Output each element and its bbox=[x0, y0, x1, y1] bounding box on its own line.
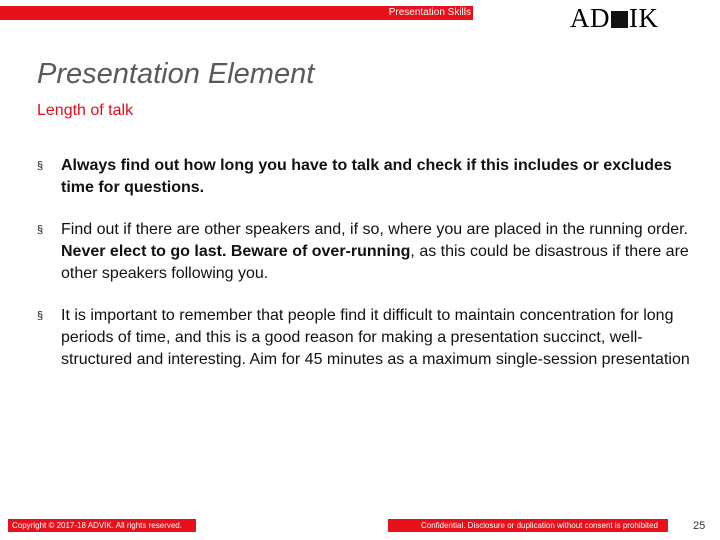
slide-subtitle: Length of talk bbox=[37, 102, 134, 119]
bullet-text-segment: , as this could be disastrous if there are other speakers following you. bbox=[61, 243, 689, 282]
bullet-marker-icon: § bbox=[37, 310, 44, 322]
logo-q-icon bbox=[611, 11, 628, 28]
logo-text-right: IK bbox=[629, 2, 659, 33]
bullet-text-segment: Never elect to go last. bbox=[61, 243, 227, 260]
bullet-list bbox=[37, 155, 697, 391]
slide-title: Presentation Element bbox=[37, 58, 315, 90]
company-logo bbox=[570, 2, 659, 34]
page-number: 25 bbox=[693, 520, 706, 532]
bullet-item bbox=[37, 305, 697, 371]
section-label: Presentation Skills bbox=[388, 7, 471, 18]
footer-copyright-bar bbox=[8, 519, 196, 532]
footer-copyright: Copyright © 2017-18 ADVIK. All rights reserved. bbox=[12, 521, 182, 530]
bullet-text-segment: Always find out how long you have to talk and check if this includes or excludes time for questions. bbox=[61, 157, 672, 196]
bullet-text-segment: Beware of over-running bbox=[230, 243, 411, 260]
bullet-item bbox=[37, 219, 697, 285]
bullet-text-segment: Find out if there are other speakers and, if so, where you are placed in the running order. bbox=[61, 221, 689, 238]
bullet-item bbox=[37, 155, 697, 199]
bullet-marker-icon: § bbox=[37, 224, 44, 236]
bullet-text-segment: It is important to remember that people find it difficult to maintain concentration for long periods of time, and this is a good reason for making a presentation succinct, well-structured and interesting. Aim for 45 minutes as a maximum single-session presentation bbox=[61, 307, 690, 368]
bullet-marker-icon: § bbox=[37, 160, 44, 172]
logo-text-left: AD bbox=[570, 2, 610, 33]
footer-confidential-bar bbox=[388, 519, 668, 532]
footer-confidential: Confidential. Disclosure or duplication without consent is prohibited bbox=[420, 521, 658, 530]
header-bar bbox=[0, 6, 473, 20]
